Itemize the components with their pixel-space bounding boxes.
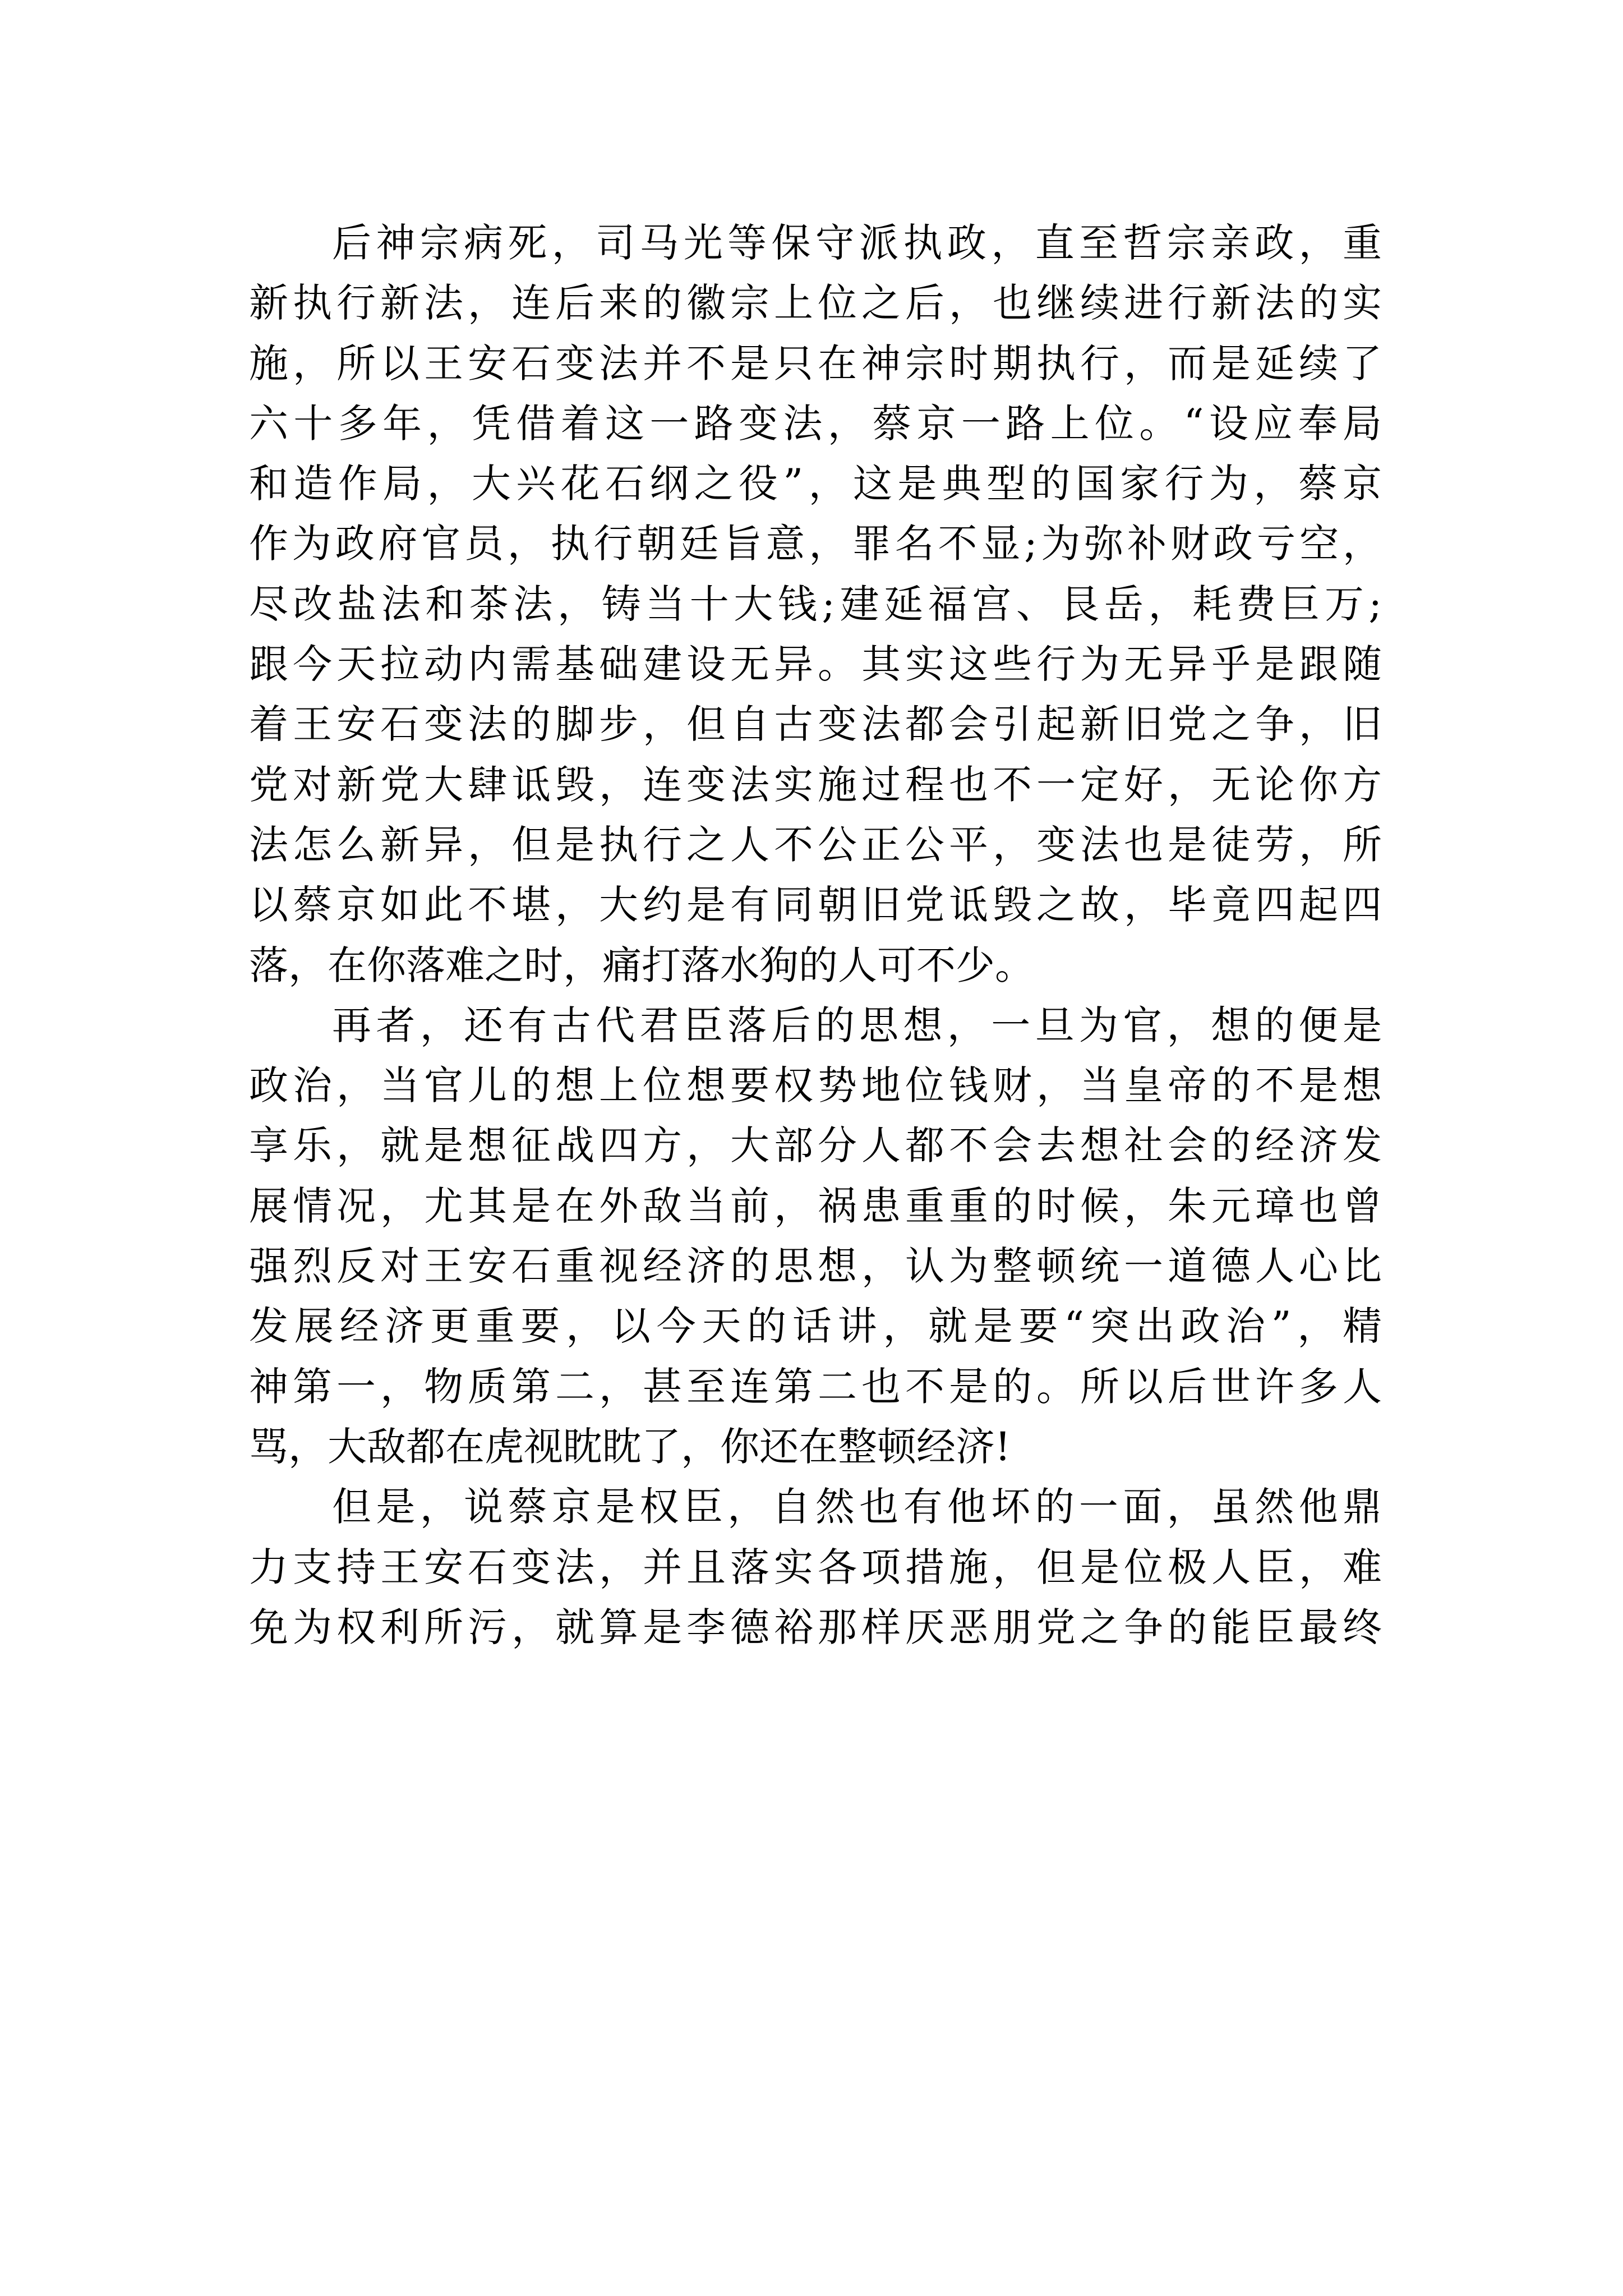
text-line: 再者，还有古代君臣落后的思想，一旦为官，想的便是 [332, 1002, 1382, 1048]
text-line: 跟今天拉动内需基础建设无异。其实这些行为无异乎是跟随 [249, 641, 1382, 688]
text-line: 享乐，就是想征战四方，大部分人都不会去想社会的经济发 [249, 1122, 1382, 1169]
text-line: 展情况，尤其是在外敌当前，祸患重重的时候，朱元璋也曾 [249, 1182, 1382, 1229]
paragraph-3 [249, 1477, 1382, 1658]
text-line: 法怎么新异，但是执行之人不公正公平，变法也是徒劳，所 [249, 821, 1382, 868]
text-line: 六十多年，凭借着这一路变法，蔡京一路上位。“设应奉局 [249, 400, 1382, 447]
body-text [249, 213, 1382, 1658]
text-line: 作为政府官员，执行朝廷旨意，罪名不显;为弥补财政亏空， [249, 521, 1382, 567]
text-line: 免为权利所污，就算是李德裕那样厌恶朋党之争的能臣最终 [249, 1604, 1382, 1650]
text-line: 骂，大敌都在虎视眈眈了，你还在整顿经济! [249, 1423, 1011, 1470]
text-line: 力支持王安石变法，并且落实各项措施，但是位极人臣，难 [249, 1544, 1382, 1590]
text-line: 神第一，物质第二，甚至连第二也不是的。所以后世许多人 [249, 1363, 1382, 1410]
text-line: 后神宗病死，司马光等保守派执政，直至哲宗亲政，重 [332, 220, 1382, 266]
paragraph-1 [249, 213, 1382, 996]
text-line: 和造作局，大兴花石纲之役”，这是典型的国家行为，蔡京 [249, 461, 1382, 507]
text-line: 强烈反对王安石重视经济的思想，认为整顿统一道德人心比 [249, 1243, 1382, 1290]
text-line: 落，在你落难之时，痛打落水狗的人可不少。 [249, 942, 1034, 988]
text-line: 但是，说蔡京是权臣，自然也有他坏的一面，虽然他鼎 [332, 1484, 1382, 1530]
text-line: 新执行新法，连后来的徽宗上位之后，也继续进行新法的实 [249, 280, 1382, 326]
text-line: 发展经济更重要，以今天的话讲，就是要“突出政治”，精 [249, 1303, 1382, 1350]
text-line: 尽改盐法和茶法，铸当十大钱;建延福宫、艮岳，耗费巨万; [249, 581, 1382, 627]
text-line: 党对新党大肆诋毁，连变法实施过程也不一定好，无论你方 [249, 761, 1382, 808]
text-line: 着王安石变法的脚步，但自古变法都会引起新旧党之争，旧 [249, 701, 1382, 748]
text-line: 以蔡京如此不堪，大约是有同朝旧党诋毁之故，毕竟四起四 [249, 882, 1382, 928]
text-line: 政治，当官儿的想上位想要权势地位钱财，当皇帝的不是想 [249, 1062, 1382, 1109]
text-line: 施，所以王安石变法并不是只在神宗时期执行，而是延续了 [249, 340, 1382, 386]
paragraph-2 [249, 996, 1382, 1477]
